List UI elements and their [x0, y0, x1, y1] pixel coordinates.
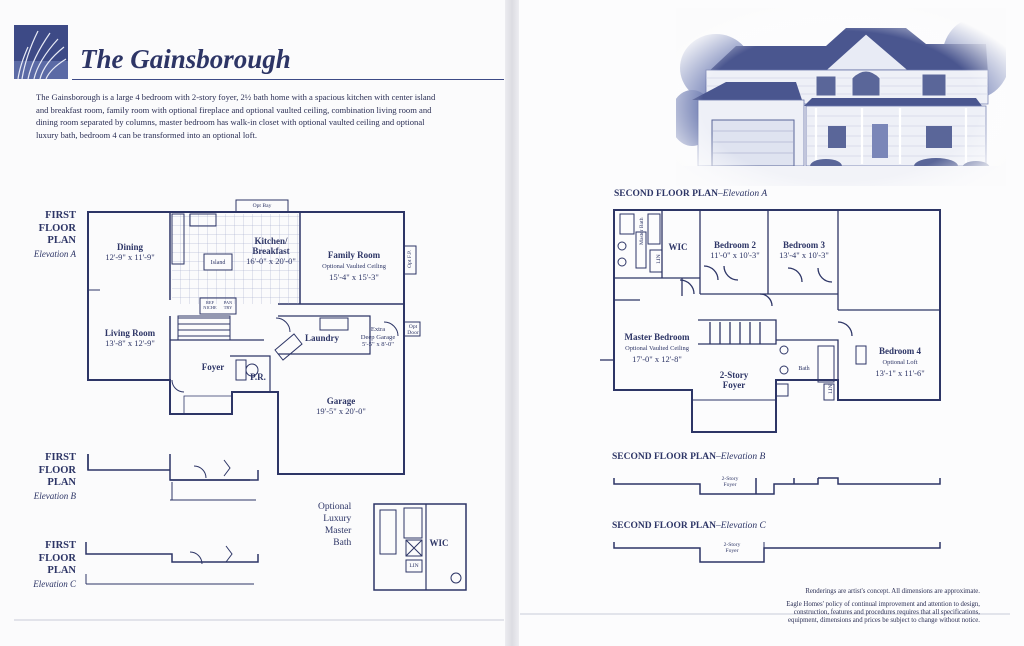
disclaimer-line: equipment, dimensions and prices be subject to change without notice. — [788, 617, 980, 625]
label-line: FLOOR — [38, 464, 76, 476]
label-line: FLOOR — [38, 222, 76, 234]
room-dims: 5'-5" x 8'-0" — [362, 341, 394, 349]
stairs-first-floor — [178, 316, 230, 340]
luxury-wic-label — [428, 538, 450, 548]
second-floor-a-label — [614, 189, 767, 199]
elevation-label: –Elevation B — [715, 452, 766, 462]
room-2-story-foyer — [712, 370, 756, 390]
opt-door-label: Opt Door — [407, 324, 419, 336]
page-title: The Gainsborough — [80, 44, 291, 74]
room-wic — [666, 242, 690, 252]
room-note: Optional Vaulted Ceiling — [625, 345, 689, 352]
luxury-bath-label — [318, 501, 351, 549]
room-name: Living Room — [104, 328, 156, 338]
label-line: FIRST — [45, 452, 76, 463]
room-name: Bedroom 2 — [713, 240, 757, 250]
label-line: Optional — [318, 502, 352, 512]
first-floor-c-outline — [86, 542, 258, 584]
disclaimer-policy — [786, 601, 980, 626]
house-rendering-icon — [676, 8, 1006, 186]
disclaimer-line: Eagle Homes' policy of continual improvement and attention to design, — [786, 601, 980, 608]
elevation-label: –Elevation C — [715, 521, 766, 531]
room-laundry — [302, 333, 342, 343]
lin-2-label: LIN — [828, 384, 834, 394]
label-line: Master — [324, 526, 352, 536]
pantry-label: PAN TRY — [223, 300, 233, 310]
room-dims: 15'-4" x 15'-3" — [329, 272, 379, 282]
second-floor-b-label — [612, 452, 765, 462]
room-powder — [246, 372, 270, 382]
foyer-b-line: Foyer — [723, 482, 737, 488]
room-note: Optional Loft — [882, 359, 918, 366]
room-dims: 19'-5" x 20'-0" — [316, 406, 366, 416]
room-dining — [102, 242, 158, 262]
room-name: Dining — [116, 242, 143, 252]
foyer-b-label — [706, 476, 754, 488]
room-note: Optional Vaulted Ceiling — [322, 263, 386, 270]
second-floor-c-label — [612, 521, 766, 531]
room-bedroom-2 — [704, 240, 766, 260]
plan-label: SECOND FLOOR PLAN — [612, 452, 716, 462]
second-floor-c-outline — [614, 542, 940, 562]
room-dims: 12'-9" x 11'-9" — [105, 252, 155, 262]
room-name: Foyer — [201, 362, 225, 372]
elevation-label: Elevation B — [33, 490, 76, 501]
opt-bay-label: Opt Bay — [252, 203, 272, 209]
foyer-c-line: 2-Story — [723, 542, 741, 548]
room-name: Laundry — [304, 333, 339, 343]
room-name: Bedroom 4 — [878, 346, 922, 356]
elevation-label: Elevation A — [33, 248, 76, 259]
luxury-lin-label: LIN — [409, 563, 419, 569]
plan-label: SECOND FLOOR PLAN — [612, 521, 716, 531]
second-floor-b-outline — [614, 478, 940, 494]
label-line: FIRST — [45, 210, 76, 221]
room-name: Kitchen/ — [254, 236, 288, 246]
room-name: Master Bedroom — [624, 332, 690, 342]
room-kitchen — [236, 236, 306, 266]
room-extra-garage — [352, 326, 404, 349]
room-name: Family Room — [327, 250, 381, 260]
room-name: WIC — [668, 242, 688, 252]
elevation-label: –Elevation A — [717, 189, 768, 199]
room-name: 2-Story — [719, 370, 749, 380]
foyer-c-label — [708, 542, 756, 554]
room-living — [100, 328, 160, 348]
room-dims: 13'-1" x 11'-6" — [875, 368, 925, 378]
room-foyer — [198, 362, 228, 372]
ref-niche-label: REF NICHE — [203, 300, 217, 310]
room-master-bedroom — [622, 332, 692, 364]
foyer-b-line: 2-Story — [721, 476, 739, 482]
opt-fp-label: Opt F.P. — [407, 250, 413, 268]
luxury-bath-plan — [374, 504, 466, 590]
home-description: The Gainsborough is a large 4 bedroom with 2-story foyer, 2½ bath home with a spacious kitchen with center island and breakfast room, family room with optional fireplace and optional vaulted ceiling, combination living room and dining room separated by columns, master bedroom has walk-in closet with optional vaulted ceiling and optional luxury bath, bedroom 4 can be transformed into an optional loft. — [36, 92, 436, 140]
master-bath-label: Master Bath — [639, 217, 645, 245]
plan-label: SECOND FLOOR PLAN — [614, 189, 718, 199]
disclaimer-line: construction, features and procedures requires that all specifications, — [793, 609, 980, 617]
label-line: Bath — [333, 538, 352, 548]
room-dims: 13'-8" x 12'-9" — [105, 338, 155, 348]
first-floor-b-outline — [88, 454, 258, 500]
kitchen-island-label: Island — [210, 260, 226, 266]
label-line: Luxury — [323, 514, 352, 524]
room-name: Garage — [326, 396, 356, 406]
room-dims: 13'-4" x 10'-3" — [779, 250, 829, 260]
elevation-label: Elevation C — [33, 578, 76, 589]
disclaimer-rendering: Renderings are artist's concept. All dimensions are approximate. — [805, 588, 980, 595]
label-line: PLAN — [47, 477, 76, 488]
label-line: PLAN — [47, 565, 76, 576]
room-family — [316, 250, 392, 282]
room-dims: 17'-0" x 12'-8" — [632, 354, 682, 364]
bath-label: Bath — [798, 366, 810, 372]
room-name: P.R. — [250, 372, 266, 382]
room-name: Deep Garage — [360, 333, 396, 341]
lin-label: LIN — [656, 254, 662, 264]
room-bedroom-3 — [772, 240, 836, 260]
room-garage — [310, 396, 372, 416]
foyer-c-line: Foyer — [725, 548, 739, 554]
room-name: Breakfast — [252, 246, 290, 256]
label-line: FLOOR — [38, 552, 76, 564]
label-line: PLAN — [47, 235, 76, 246]
room-name: Extra — [370, 326, 386, 333]
room-name: WIC — [429, 538, 449, 548]
room-dims: 16'-0" x 20'-0" — [246, 256, 296, 266]
label-line: FIRST — [45, 540, 76, 551]
room-name: Foyer — [722, 380, 746, 390]
room-name: Bedroom 3 — [782, 240, 826, 250]
room-bedroom-4 — [866, 346, 934, 378]
room-dims: 11'-0" x 10'-3" — [710, 250, 760, 260]
